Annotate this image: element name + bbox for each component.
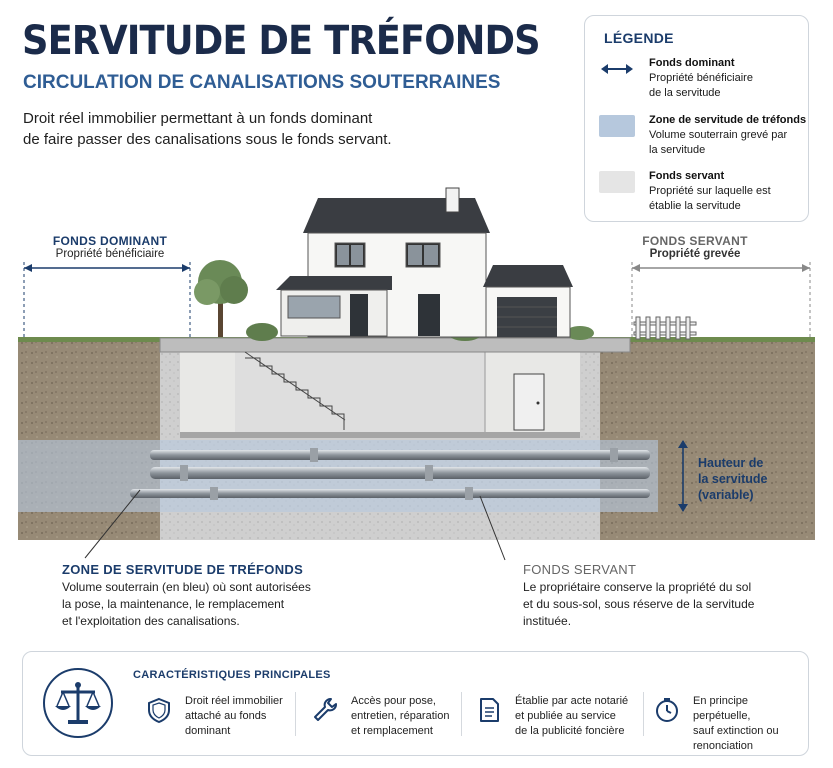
height-label-line: (variable) [698,488,754,502]
servant-callout-line: et du sous-sol, sous réserve de la servitude [523,597,755,611]
double-arrow-icon [599,58,635,80]
feature-divider [643,692,644,736]
servant-callout-title: FONDS SERVANT [523,562,637,577]
legend-item-desc: établie la servitude [649,200,741,212]
feature-divider [461,692,462,736]
dominant-label-subtitle: Propriété bénéficiaire [55,248,165,260]
page-title: SERVITUDE DE TRÉFONDS [22,18,540,64]
legend-item-name: Fonds servant [649,170,725,182]
house [276,188,573,337]
zone-callout [62,561,362,630]
servant-label-subtitle: Propriété grevée [649,248,741,260]
feature-line: Accès pour pose, [351,695,436,707]
feature-line: et publiée au service [515,710,616,722]
height-label [698,455,767,503]
zone-callout-title: ZONE DE SERVITUDE DE TRÉFONDS [62,562,304,577]
basement-door [514,374,544,430]
legend-item-desc: Volume souterrain grevé par [649,129,788,141]
pipe [150,467,650,479]
features-title: CARACTÉRISTIQUES PRINCIPALES [133,669,331,681]
feature-divider [295,692,296,736]
zone-callout-line: Volume souterrain (en bleu) où sont autorisées [62,580,311,594]
intro-line: de faire passer des canalisations sous le fonds servant. [23,131,392,148]
dominant-dimension-line [24,262,190,338]
wrench-icon [311,696,339,724]
pipes [130,448,650,500]
feature-line: de la publicité foncière [515,725,625,737]
legend-item-desc: Propriété bénéficiaire [649,72,753,84]
pipe [130,489,650,498]
legend-item-desc: de la servitude [649,87,721,99]
legend-item-desc: la servitude [649,144,706,156]
feature-line: Établie par acte notarié [515,695,629,707]
legend-item-name: Zone de servitude de tréfonds [649,114,807,126]
feature-line: attaché au fonds [185,710,267,722]
legend-title: LÉGENDE [604,30,674,46]
scales-of-justice-icon [43,668,113,738]
feature-line: entretien, réparation [351,710,450,722]
feature-line: Droit réel immobilier [185,695,283,707]
zone-swatch [599,115,635,137]
servant-callout [523,561,813,630]
zone-callout-line: et l'exploitation des canalisations. [62,614,240,628]
tree [194,260,248,337]
intro-text [23,108,443,150]
servant-label-title: FONDS SERVANT [642,234,748,248]
feature-line: et remplacement [351,725,433,737]
document-icon [475,696,503,724]
intro-line: Droit réel immobilier permettant à un fonds dominant [23,110,373,127]
legend-item-desc: Propriété sur laquelle est [649,185,771,197]
ground-slab [160,338,630,352]
feature-line: En principe perpétuelle, [693,695,751,722]
zone-callout-line: la pose, la maintenance, le remplacement [62,597,285,611]
height-label-line: la servitude [698,472,768,486]
servant-callout-line: Le propriétaire conserve la propriété du sol [523,580,752,594]
fence [634,317,696,339]
pipe [150,450,650,460]
feature-line: sauf extinction ou [693,725,779,737]
height-label-line: Hauteur de [698,456,764,470]
dominant-label-title: FONDS DOMINANT [52,234,168,248]
shield-icon [145,696,173,724]
legend-item-name: Fonds dominant [649,57,735,69]
page-subtitle: CIRCULATION DE CANALISATIONS SOUTERRAINES [23,72,501,93]
feature-line: renonciation [693,740,753,752]
servant-callout-line: instituée. [523,614,572,628]
clock-icon [653,696,681,724]
features-panel [22,651,809,756]
feature-line: dominant [185,725,231,737]
